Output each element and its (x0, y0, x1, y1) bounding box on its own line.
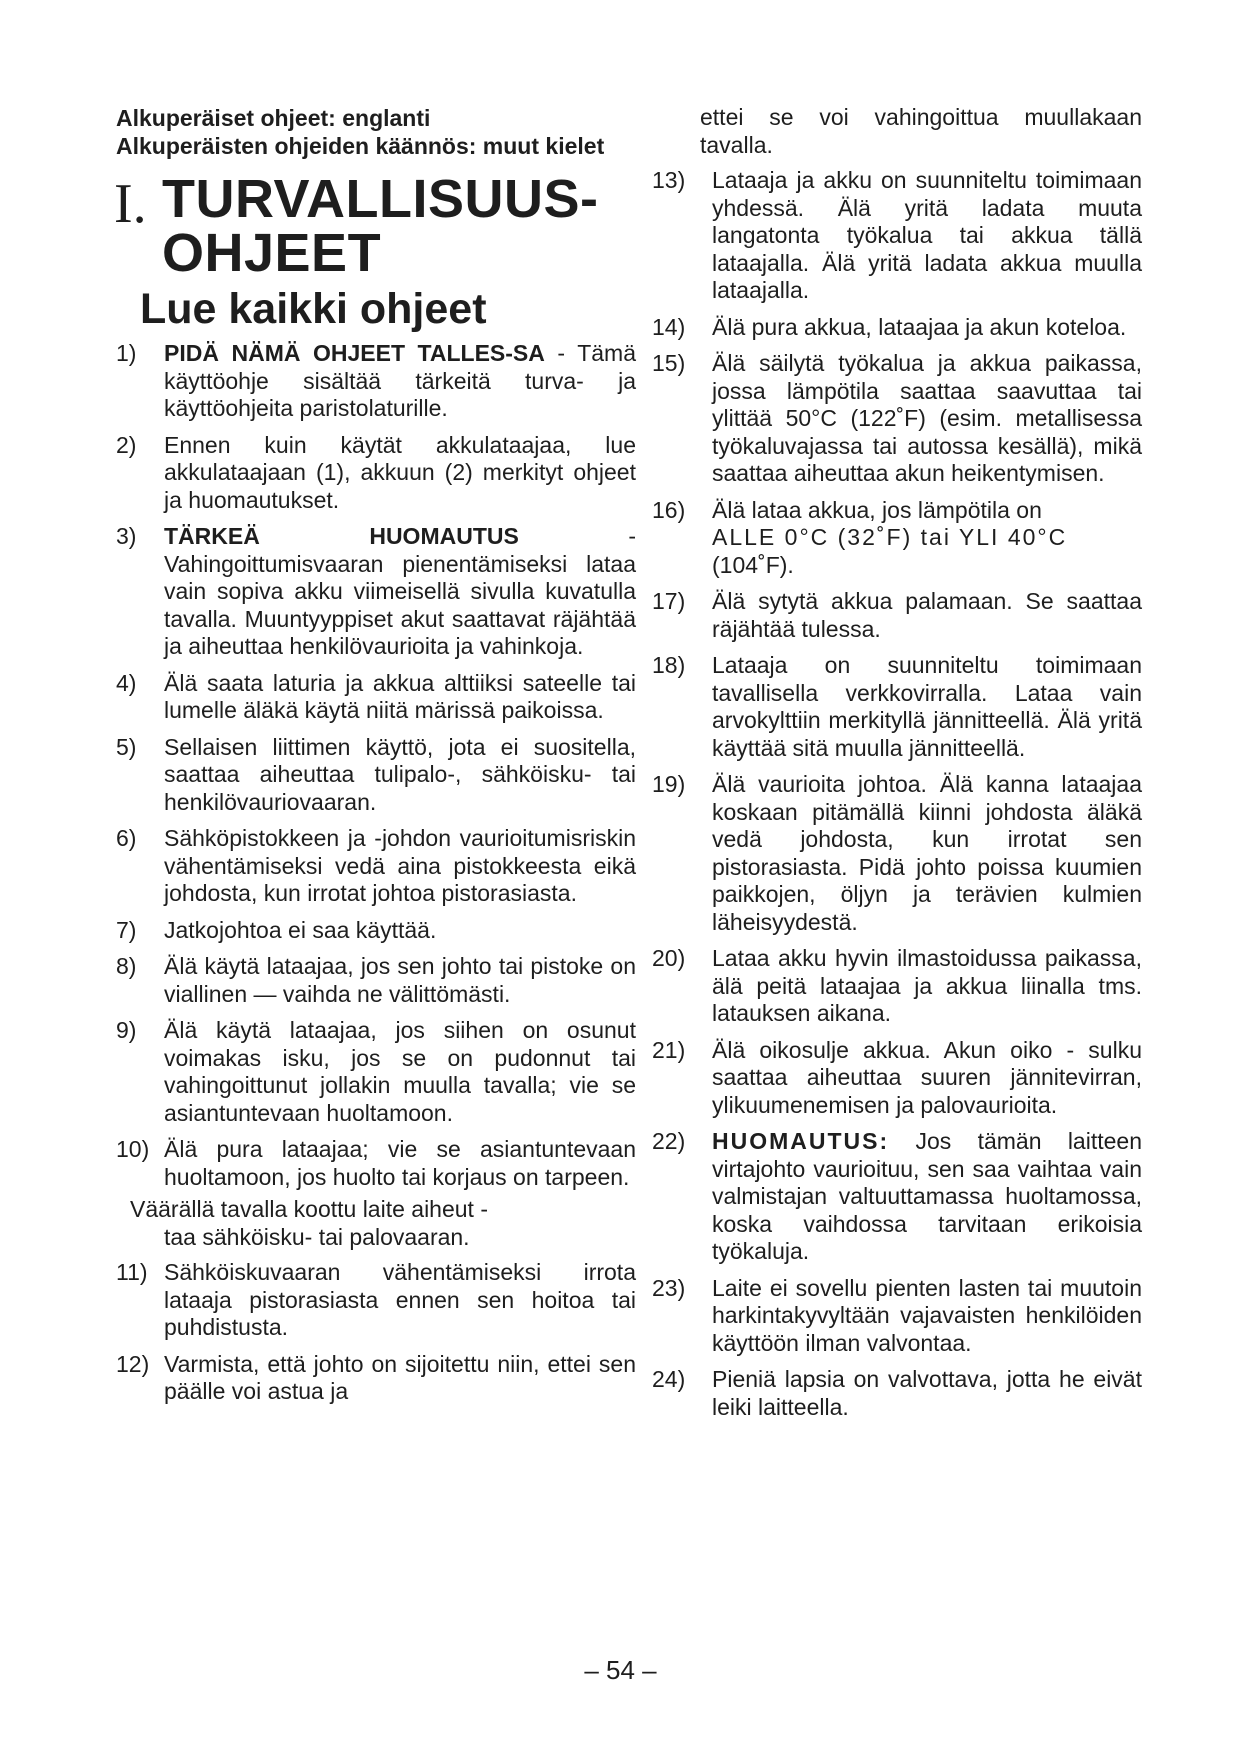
instruction-item (116, 1017, 636, 1127)
item-number: 24) (652, 1366, 686, 1392)
item-number: 5) (116, 733, 137, 760)
item-text: Pieniä lapsia on valvottava, jotta he eivät leiki laitteella. (712, 1366, 1142, 1420)
item-number: 18) (652, 652, 686, 678)
instruction-item (652, 1275, 1142, 1358)
item-number: 8) (116, 953, 137, 979)
item-number: 9) (116, 1017, 137, 1043)
item-text: (104˚F). (712, 551, 794, 578)
instruction-item (116, 523, 636, 661)
item-number: 15) (652, 350, 686, 376)
item-text: Älä pura lataajaa; vie se asiantuntevaan huoltamoon, jos huolto tai korjaus on tarpeen. (164, 1136, 636, 1190)
instruction-item (652, 350, 1142, 488)
translation-note: Alkuperäisten ohjeiden käännös: muut kielet (116, 133, 605, 159)
section-number: I. (114, 173, 147, 235)
item-number: 7) (116, 916, 137, 943)
item-text: Älä käytä lataajaa, jos siihen on osunut voimakas isku, jos se on pudonnut tai vahingoittunut jollakin muulla tavalla; vie se asiantuntevaan huoltamoon. (164, 1017, 636, 1126)
page-number: – 54 – (584, 1655, 657, 1685)
item-text: Älä sytytä akkua palamaan. Se saattaa räjähtää tulessa. (712, 588, 1142, 642)
warning-note-line-1: Väärällä tavalla koottu laite aiheut - (130, 1196, 488, 1222)
instruction-item (116, 734, 636, 817)
item-continuation: ettei se voi vahingoittua muullakaan tavalla. (700, 104, 1142, 158)
item-text: Sähköiskuvaaran vähentämiseksi irrota lataaja pistorasiasta ennen sen hoitoa tai puhdistusta. (164, 1259, 636, 1340)
section-title-line-1: TURVALLISUUS- (162, 169, 599, 229)
right-column (652, 104, 1142, 1430)
item-number: 3) (116, 523, 137, 549)
item-number: 11) (116, 1259, 148, 1285)
instruction-item (116, 825, 636, 908)
section-title-line-2: OHJEET (162, 223, 382, 283)
item-text: Jatkojohtoa ei saa käyttää. (164, 916, 437, 943)
item-number: 20) (652, 945, 686, 971)
item-number: 10) (116, 1136, 150, 1162)
instruction-list-right (652, 167, 1142, 1421)
item-text: - Vahingoittumisvaaran pienentämiseksi lataa vain sopiva akku viimeisellä sivulla kuvatulla tavalla. Muuntyyppiset akut saattavat räjähtää ja aiheuttaa henkilövaurioita ja vahinkoja. (164, 523, 636, 659)
item-text: Sähköpistokkeen ja -johdon vaurioitumisriskin vähentämiseksi vedä aina pistokkeesta eikä johdosta, kun irrotat johtoa pistorasiasta. (164, 825, 636, 906)
item-text: Älä käytä lataajaa, jos sen johto tai pistoke on viallinen — vaihda ne välittömästi. (164, 953, 636, 1007)
item-text: Ennen kuin käytät akkulataajaa, lue akkulataajaan (1), akkuun (2) merkityt ohjeet ja huomautukset. (164, 431, 636, 513)
instruction-item (116, 670, 636, 725)
item-text: Älä oikosulje akkua. Akun oiko - sulku saattaa aiheuttaa suuren jännitevirran, ylikuumenemisen ja palovaurioita. (712, 1036, 1142, 1118)
warning-note-line-2: taa sähköisku- tai palovaaran. (164, 1223, 470, 1250)
item-number: 6) (116, 825, 137, 851)
item-number: 16) (652, 496, 686, 523)
item-text: Lataa akku hyvin ilmastoidussa paikassa, älä peitä lataajaa ja akkua liinalla tms. latauksen aikana. (712, 945, 1142, 1026)
instruction-item (116, 917, 636, 945)
instruction-item (116, 340, 636, 423)
instruction-item (652, 314, 1142, 342)
instruction-item (652, 1366, 1142, 1421)
instruction-list-left (116, 340, 636, 1406)
item-bold-lead: PIDÄ NÄMÄ OHJEET TALLES-SA (164, 340, 545, 366)
instruction-item (652, 497, 1142, 580)
item-text: Laite ei sovellu pienten lasten tai muutoin harkintakyvyltään vajavaisten henkilöiden käyttöön ilman valvontaa. (712, 1274, 1142, 1356)
item-number: 21) (652, 1036, 686, 1063)
instruction-item (652, 167, 1142, 305)
original-language-note: Alkuperäiset ohjeet: englanti (116, 105, 431, 131)
item-text: Lataaja on suunniteltu toimimaan tavallisella verkkovirralla. Lataa vain arvokylttiin merkityllä jännitteellä. Älä yritä käyttää sitä muulla jännitteellä. (712, 652, 1142, 761)
instruction-item (116, 1136, 636, 1191)
instruction-item (116, 953, 636, 1008)
item-text: Jos tämän laitteen virtajohto vaurioituu, sen saa vaihtaa vain valmistajan valtuuttamassa huoltamossa, koska vaihdossa tarvitaan erikoisia työkaluja. (712, 1128, 1142, 1264)
item-number: 22) (652, 1128, 686, 1154)
item-number: 19) (652, 771, 686, 797)
item-number: 2) (116, 431, 137, 458)
item-text: - Tämä käyttöohje sisältää tärkeitä turva- ja käyttöohjeita paristolaturille. (164, 340, 636, 421)
item-number: 14) (652, 313, 686, 340)
instruction-item (652, 588, 1142, 643)
item-text: Sellaisen liittimen käyttö, jota ei suositella, saattaa aiheuttaa tulipalo-, sähköisku- tai henkilövauriovaaran. (164, 733, 636, 815)
instruction-item (116, 1259, 636, 1342)
item-text: Älä vaurioita johtoa. Älä kanna lataajaa koskaan pitämällä kiinni johdosta äläkä vedä johdosta, kun irrotat sen pistorasiasta. Pidä johto poissa kuumien paikkojen, öljyn ja terävien kulmien läheisyydestä. (712, 771, 1142, 935)
item-number: 13) (652, 167, 686, 193)
left-column (116, 104, 636, 1415)
item-bold-lead: TÄRKEÄ HUOMAUTUS (164, 523, 519, 549)
item-number: 4) (116, 669, 137, 696)
section-subtitle: Lue kaikki ohjeet (140, 285, 487, 333)
item-text-temperature: ALLE 0°C (32˚F) tai YLI 40°C (712, 524, 1068, 550)
item-number: 1) (116, 340, 137, 366)
section-heading (114, 169, 636, 283)
instruction-item (116, 432, 636, 515)
instruction-item (652, 1128, 1142, 1266)
instruction-item (116, 1351, 636, 1406)
instruction-item (652, 945, 1142, 1028)
item-number: 17) (652, 588, 686, 614)
item-text: Älä pura akkua, lataajaa ja akun koteloa. (712, 313, 1127, 340)
item-text: Varmista, että johto on sijoitettu niin, ettei sen päälle voi astua ja (164, 1350, 636, 1404)
instruction-item (652, 771, 1142, 936)
item-text: Älä saata laturia ja akkua alttiiksi sateelle tai lumelle äläkä käytä niitä märissä paikoissa. (164, 669, 636, 723)
item-text: Lataaja ja akku on suunniteltu toimimaan yhdessä. Älä yritä ladata muuta langatonta työkalua tai akkua tällä lataajalla. Älä yritä ladata akkua muulla lataajalla. (712, 167, 1142, 303)
item-bold-lead: HUOMAUTUS: (712, 1128, 890, 1154)
instruction-item (652, 652, 1142, 762)
warning-note (130, 1196, 636, 1251)
item-number: 23) (652, 1274, 686, 1301)
item-number: 12) (116, 1350, 150, 1377)
item-text: Älä säilytä työkalua ja akkua paikassa, jossa lämpötila saattaa saavuttaa tai ylittää 50°C (122˚F) (esim. metallisessa työkaluvajassa tai autossa kesällä), mikä saattaa aiheuttaa akun heikentymisen. (712, 350, 1142, 486)
item-text: Älä lataa akkua, jos lämpötila on (712, 496, 1042, 523)
instruction-item (652, 1037, 1142, 1120)
